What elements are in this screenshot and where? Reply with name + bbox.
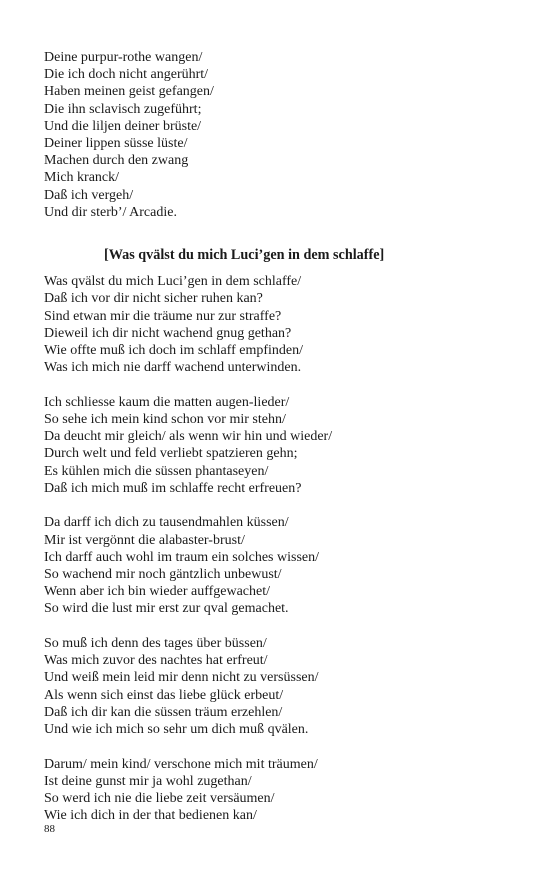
verse-line: Was ich mich nie darff wachend unterwinden. [44,360,302,376]
verse-line: Wie offte muß ich doch im schlaff empfinden/ [44,343,304,359]
verse-line: Ich schliesse kaum die matten augen-lieder/ [44,394,290,410]
poem-stanza-5 [44,756,514,825]
stanza-gap [44,738,514,755]
verse-line: Die ihn sclavisch zugeführt; [44,101,202,117]
verse-line: Deine purpur-rothe wangen/ [44,50,203,65]
stanza-gap [44,376,514,393]
verse-line: Da darff ich dich zu tausendmahlen küssen/ [44,515,289,531]
verse-line: Mir ist vergönnt die alabaster-brust/ [44,532,245,548]
stanza-gap [44,618,514,635]
verse-line: So wird die lust mir erst zur qval gemachet. [44,601,289,617]
verse-line: Wenn aber ich bin wieder auffgewachet/ [44,584,271,600]
verse-line: Haben meinen geist gefangen/ [44,84,214,100]
verse-line: Die ich doch nicht angerührt/ [44,67,209,83]
verse-line: Sind etwan mir die träume nur zur straffe? [44,308,282,324]
verse-line: Deiner lippen süsse lüste/ [44,136,188,152]
verse-line: Mich kranck/ [44,170,120,186]
verse-line: Wie ich dich in der that bedienen kan/ [44,808,257,824]
verse-line: Darum/ mein kind/ verschone mich mit träumen/ [44,756,318,772]
verse-line: Machen durch den zwang [44,153,189,169]
verse-line: Es kühlen mich die süssen phantaseyen/ [44,463,269,479]
verse-line: Und die liljen deiner brüste/ [44,118,202,134]
poem-stanza-2 [44,394,514,497]
stanza-gap [44,497,514,514]
verse-line: So werd ich nie die liebe zeit versäumen/ [44,791,275,807]
poem-stanza-3 [44,514,514,617]
verse-line: Durch welt und feld verliebt spatzieren gehn; [44,446,298,462]
poem-stanza-1 [44,273,514,376]
verse-line: Da deucht mir gleich/ als wenn wir hin und wieder/ [44,429,333,445]
verse-line: Was mich zuvor des nachtes hat erfreut/ [44,653,268,669]
poem-stanza-4 [44,635,514,738]
page-number: 88 [44,823,55,835]
fragment-stanza [44,49,514,221]
verse-line: Was qvälst du mich Luci’gen in dem schlaffe/ [44,274,302,290]
verse-line: Als wenn sich einst das liebe glück erbeut/ [44,687,284,703]
page-body [44,49,514,824]
verse-line: Daß ich dir kan die süssen träum erzehlen/ [44,704,283,720]
verse-line: Daß ich vergeh/ [44,187,134,203]
verse-line: Daß ich vor dir nicht sicher ruhen kan? [44,291,263,307]
verse-line: Ist deine gunst mir ja wohl zugethan/ [44,773,252,789]
verse-line: Und dir sterb’/ Arcadie. [44,204,177,220]
verse-line: So wachend mir noch gäntzlich unbewust/ [44,567,282,583]
verse-line: Dieweil ich dir nicht wachend gnug gethan? [44,325,292,341]
verse-line: Und weiß mein leid mir denn nicht zu versüssen/ [44,670,319,686]
verse-line: So sehe ich mein kind schon vor mir stehn/ [44,412,286,428]
verse-line: So muß ich denn des tages über büssen/ [44,636,267,652]
verse-line: Ich darff auch wohl im traum ein solches wissen/ [44,549,320,565]
verse-line: Daß ich mich muß im schlaffe recht erfreuen? [44,480,302,496]
verse-line: Und wie ich mich so sehr um dich muß qvälen. [44,722,309,738]
poem-title: [Was qvälst du mich Luci’gen in dem schlaffe] [104,247,385,264]
